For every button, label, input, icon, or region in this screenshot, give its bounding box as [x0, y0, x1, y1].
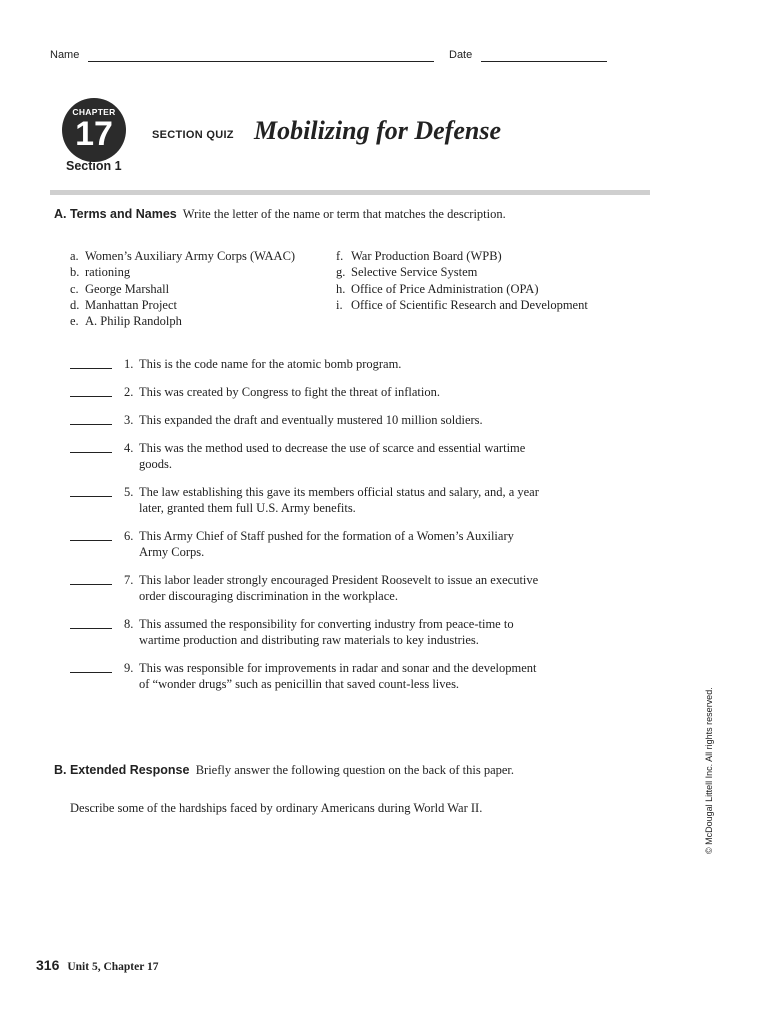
question-number: 3.: [124, 413, 134, 427]
term-text: Selective Service System: [351, 265, 478, 280]
header-divider: [50, 190, 650, 195]
term-text: Women’s Auxiliary Army Corps (WAAC): [85, 249, 296, 263]
question-number: 9.: [124, 661, 134, 675]
question-number: 7.: [124, 573, 134, 587]
question-text: This was the method used to decrease the use of scarce and essential wartime goods.: [139, 441, 526, 471]
answer-blank[interactable]: [70, 572, 112, 585]
question-number: 6.: [124, 529, 134, 543]
question-text: This labor leader strongly encouraged President Roosevelt to issue an executive order discouraging discrimination in the workplace.: [139, 573, 539, 603]
question-text: This Army Chief of Staff pushed for the formation of a Women’s Auxiliary Army Corps.: [139, 529, 514, 559]
answer-blank[interactable]: [70, 528, 112, 541]
term-letter: g.: [336, 265, 346, 280]
section-b-prompt: Describe some of the hardships faced by ordinary Americans during World War II.: [70, 801, 483, 815]
question-text: This was created by Congress to fight the threat of inflation.: [139, 385, 440, 399]
term-text: Office of Scientific Research and Development: [351, 297, 588, 312]
page-title: Mobilizing for Defense: [254, 116, 501, 145]
question-number: 5.: [124, 485, 134, 499]
term-item: [70, 313, 295, 329]
term-text: Manhattan Project: [85, 297, 177, 312]
term-text: Office of Price Administration (OPA): [351, 281, 539, 296]
question-text: This expanded the draft and eventually mustered 10 million soldiers.: [139, 413, 483, 427]
question-item: [70, 572, 540, 604]
question-text: This was responsible for improvements in radar and sonar and the development of “wonder drugs” such as penicillin that saved count-less lives.: [139, 661, 537, 691]
answer-blank[interactable]: [70, 356, 112, 369]
section-a-instructions: Write the letter of the name or term that matches the description.: [182, 207, 506, 221]
term-letter: h.: [336, 281, 346, 296]
name-label: Name: [50, 49, 80, 61]
question-number: 4.: [124, 441, 134, 455]
answer-blank[interactable]: [70, 412, 112, 425]
term-letter: d.: [70, 297, 80, 312]
term-text: rationing: [85, 265, 131, 280]
term-text: War Production Board (WPB): [351, 249, 502, 263]
question-number: 2.: [124, 385, 134, 399]
date-label: Date: [449, 49, 473, 61]
term-item: [70, 248, 295, 264]
term-letter: a.: [70, 249, 79, 263]
page-number: 316: [36, 957, 60, 973]
term-item: [336, 248, 588, 264]
term-text: George Marshall: [85, 281, 170, 296]
question-text: This is the code name for the atomic bomb program.: [139, 357, 402, 371]
section-b-header: [54, 762, 524, 778]
answer-blank[interactable]: [70, 440, 112, 453]
section-a-heading: A. Terms and Names: [54, 207, 177, 221]
chapter-word: CHAPTER: [72, 107, 116, 117]
answer-blank[interactable]: [70, 660, 112, 673]
section-b-instructions: Briefly answer the following question on the back of this paper.: [195, 763, 515, 777]
footer: [36, 957, 159, 975]
answer-blank[interactable]: [70, 484, 112, 497]
term-letter: b.: [70, 265, 80, 280]
terms-list-left: [70, 248, 295, 329]
question-item: [70, 356, 540, 372]
question-item: [70, 616, 540, 648]
term-item: [70, 297, 295, 313]
answer-blank[interactable]: [70, 384, 112, 397]
term-letter: i.: [336, 297, 343, 312]
question-item: [70, 484, 540, 516]
answer-blank[interactable]: [70, 616, 112, 629]
question-item: [70, 660, 540, 692]
question-list: [70, 356, 540, 704]
term-letter: f.: [336, 249, 344, 263]
section-label: Section 1: [66, 159, 122, 173]
question-item: [70, 412, 540, 428]
term-text: A. Philip Randolph: [85, 314, 182, 329]
term-item: [336, 297, 588, 313]
term-letter: c.: [70, 281, 79, 296]
question-text: This assumed the responsibility for converting industry from peace-time to wartime production and distributing raw materials to key industries.: [139, 617, 514, 647]
term-letter: e.: [70, 314, 79, 329]
section-a-header: [54, 206, 554, 222]
question-number: 1.: [124, 357, 134, 371]
question-number: 8.: [124, 617, 134, 631]
footer-unit-chapter: Unit 5, Chapter 17: [67, 961, 159, 973]
question-text: The law establishing this gave its members official status and salary, and, a year later, granted them full U.S. Army benefits.: [139, 485, 539, 515]
term-item: [336, 281, 588, 297]
name-field-line[interactable]: [88, 61, 434, 62]
terms-list-right: [336, 248, 588, 313]
chapter-number: 17: [75, 115, 113, 153]
term-item: [70, 281, 295, 297]
term-item: [70, 264, 295, 280]
chapter-badge: [62, 98, 126, 162]
term-item: [336, 264, 588, 280]
question-item: [70, 440, 540, 472]
date-field-line[interactable]: [481, 61, 607, 62]
copyright-notice: © McDougal Littell Inc. All rights reserved.: [704, 687, 714, 854]
section-quiz-label: SECTION QUIZ: [152, 129, 234, 141]
question-item: [70, 384, 540, 400]
section-b-heading: B. Extended Response: [54, 763, 190, 777]
question-item: [70, 528, 540, 560]
